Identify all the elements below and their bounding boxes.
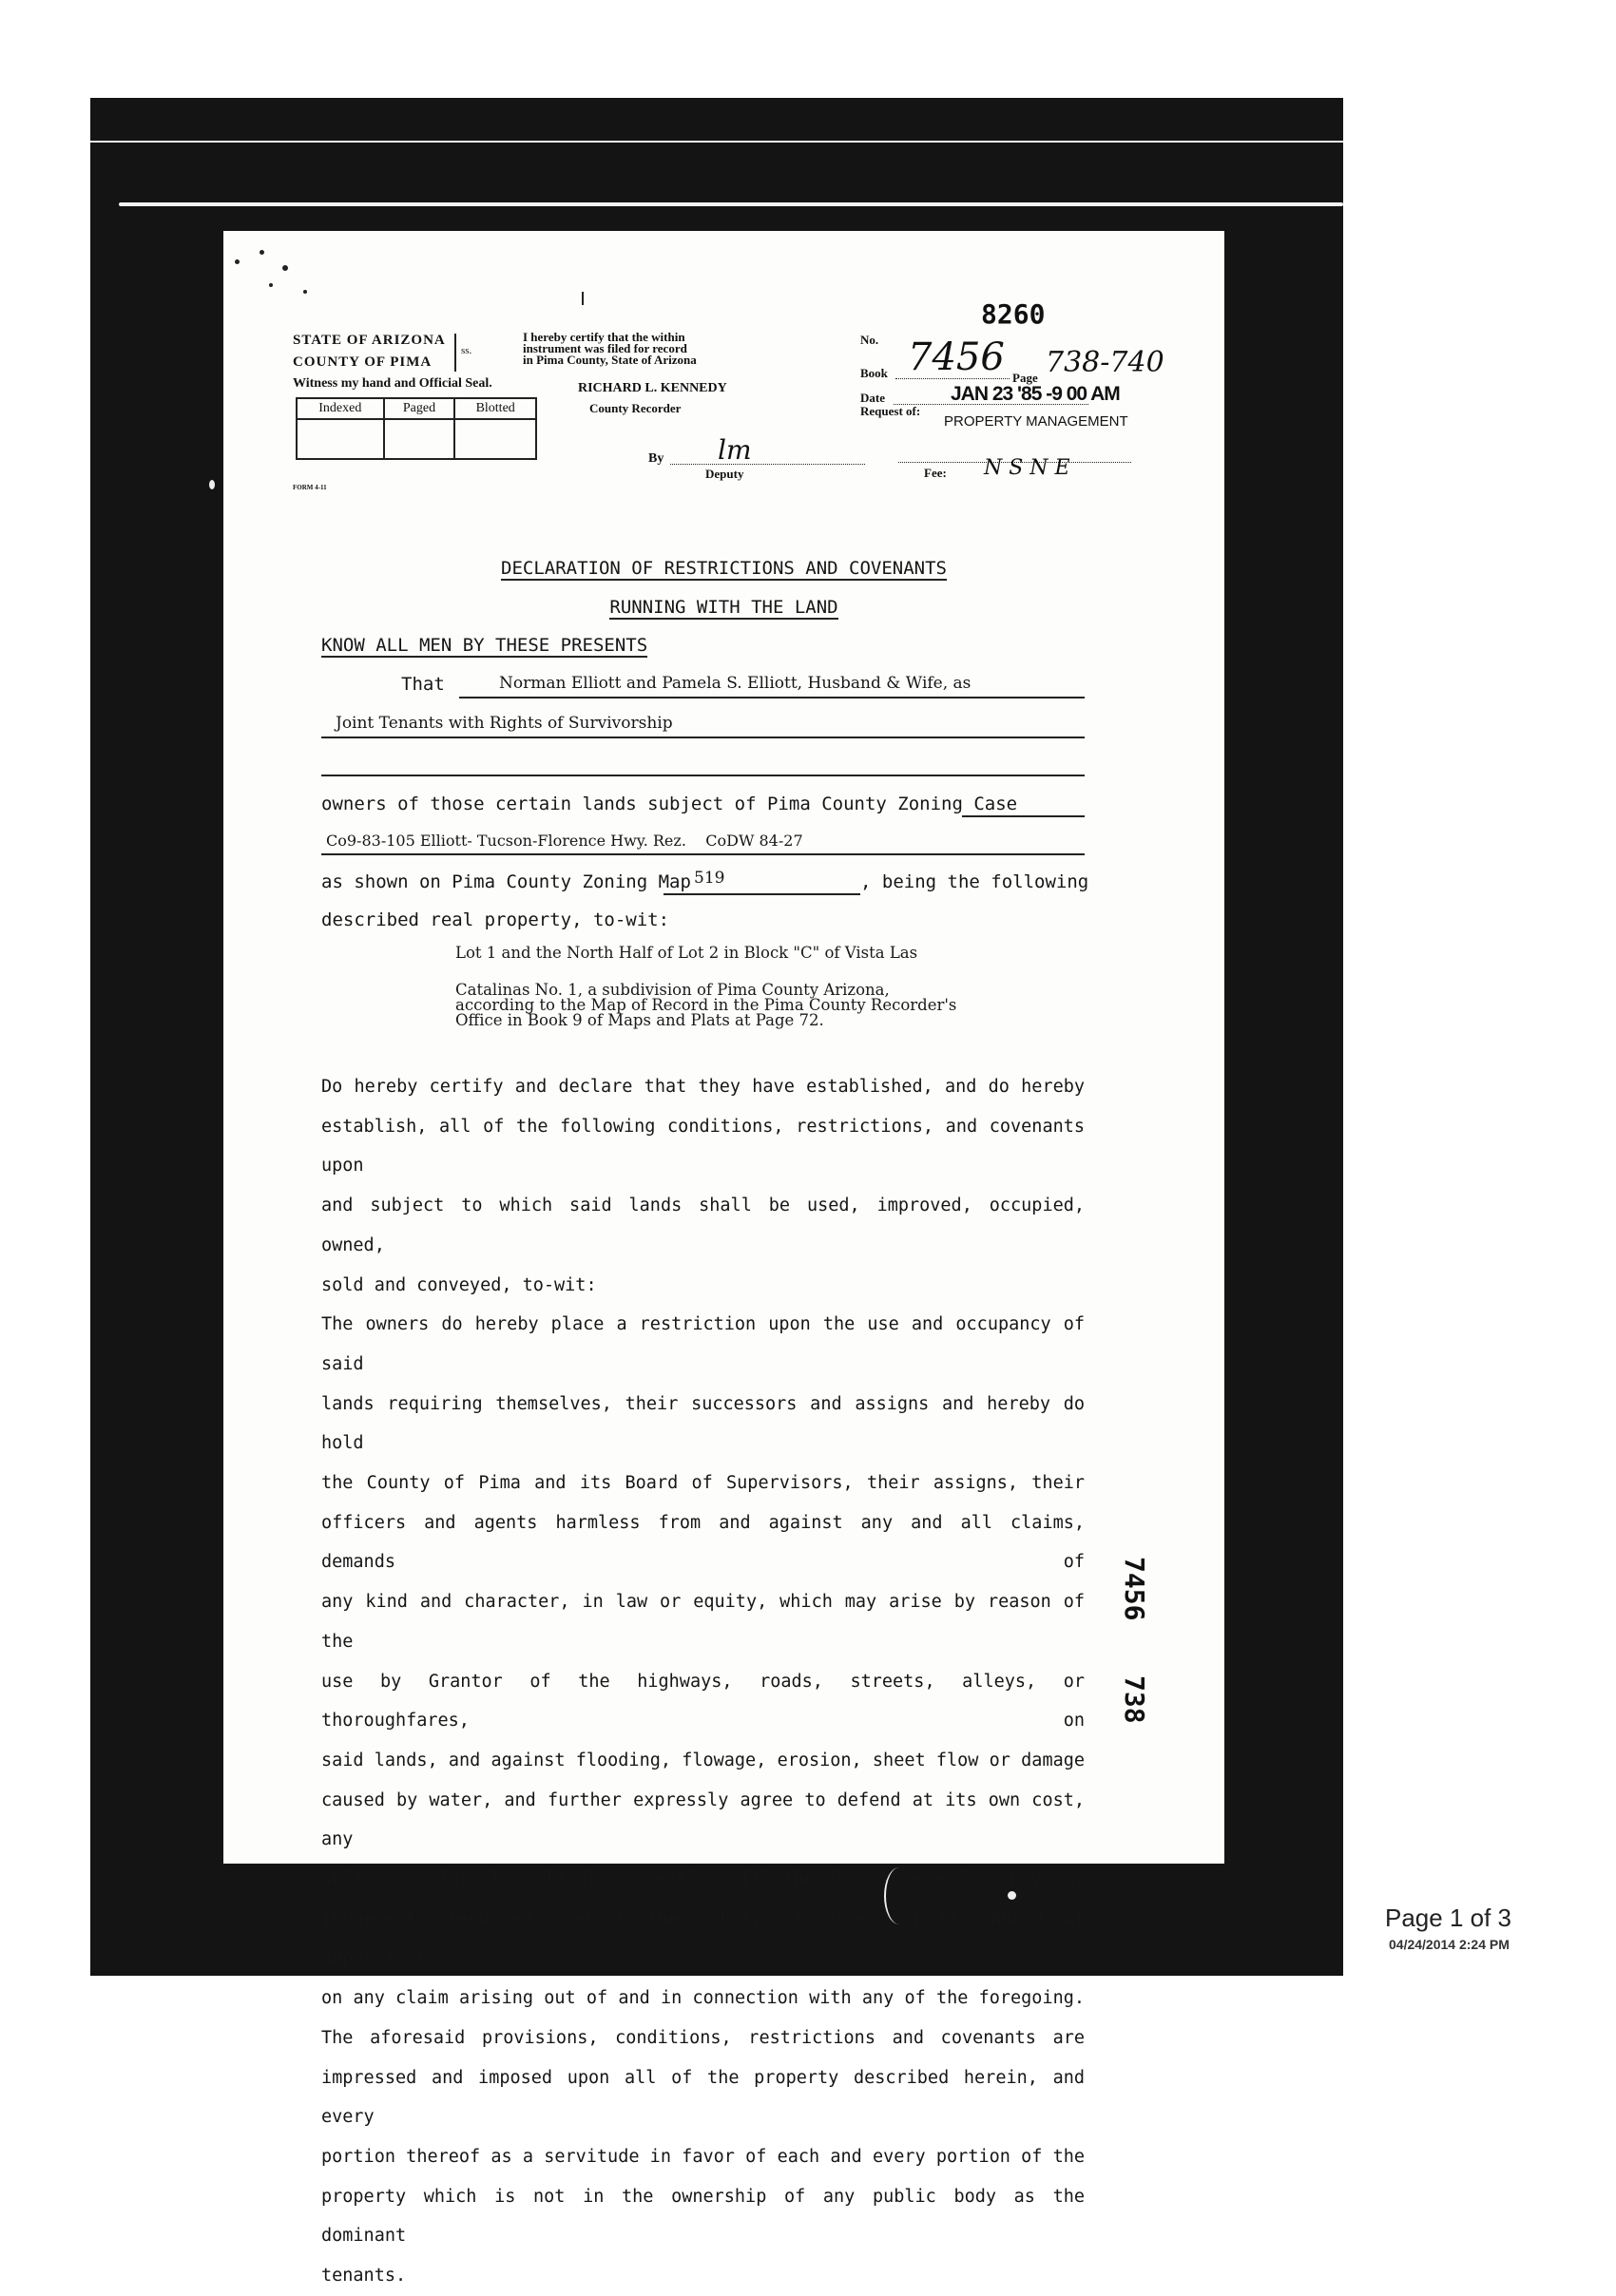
body-line: caused by water, and further expressly agree to defend at its own cost, any bbox=[321, 1789, 1085, 1850]
recorder-name: RICHARD L. KENNEDY bbox=[578, 381, 727, 395]
legal-line: Lot 1 and the North Half of Lot 2 in Block "C" of Vista Las bbox=[455, 944, 918, 962]
body-line: on any claim arising out of and in connection with any of the foregoing. bbox=[321, 1988, 1085, 2009]
by-label: By bbox=[648, 451, 664, 466]
legal-description bbox=[455, 946, 956, 1028]
body-line: use by Grantor of the highways, roads, streets, alleys, or thoroughfares, on bbox=[321, 1671, 1085, 1732]
certify-line: in Pima County, State of Arizona bbox=[523, 353, 697, 367]
table-cell bbox=[454, 419, 536, 459]
table-header-indexed: Indexed bbox=[297, 398, 384, 419]
print-timestamp: 04/24/2014 2:24 PM bbox=[1389, 1937, 1510, 1952]
body-line: suit or actions brought in connection with the above use and to pay any bbox=[321, 1869, 1085, 1890]
owner-line-2-rule bbox=[321, 737, 1085, 738]
document-page bbox=[223, 231, 1224, 2286]
ss-bracket bbox=[452, 334, 456, 372]
case-blank-rule bbox=[962, 815, 1085, 817]
scan-speck bbox=[1008, 1891, 1016, 1900]
zoning-map-value: 519 bbox=[694, 869, 725, 888]
body-line: any kind and character, in law or equity, which may arise by reason of the bbox=[321, 1592, 1085, 1652]
body-line: portion thereof as a servitude in favor of each and every portion of the bbox=[321, 2146, 1085, 2167]
owner-line-2: Joint Tenants with Rights of Survivorship bbox=[336, 714, 673, 733]
deputy-signature: lm bbox=[718, 434, 752, 466]
request-value: PROPERTY MANAGEMENT bbox=[944, 413, 1128, 430]
certify-line: instrument was filed for record bbox=[523, 341, 687, 355]
know-all-text: KNOW ALL MEN BY THESE PRESENTS bbox=[321, 635, 648, 656]
tick-mark bbox=[582, 292, 584, 305]
body-line: sold and conveyed, to-wit: bbox=[321, 1274, 597, 1295]
body-line: lands requiring themselves, their successors and assigns and hereby do hold bbox=[321, 1393, 1085, 1454]
body-line: Do hereby certify and declare that they have established, and do hereby bbox=[321, 1077, 1085, 1097]
body-line: property which is not in the ownership of any public body as the dominant bbox=[321, 2186, 1085, 2247]
body-line: The aforesaid provisions, conditions, restrictions and covenants are bbox=[321, 2027, 1085, 2048]
body-line: establish, all of the following conditions, restrictions, and covenants upon bbox=[321, 1116, 1085, 1177]
deputy-label: Deputy bbox=[705, 467, 744, 481]
scan-speck bbox=[260, 250, 264, 255]
title-line-1: DECLARATION OF RESTRICTIONS AND COVENANTS bbox=[501, 558, 947, 579]
body-line: said lands, and against flooding, flowage, erosion, sheet flow or damage bbox=[321, 1750, 1085, 1770]
table-header-blotted: Blotted bbox=[454, 398, 536, 419]
owner-line-3-rule bbox=[321, 775, 1085, 776]
zoning-map-suffix: , being the following bbox=[860, 871, 1089, 892]
body-line: impressed and imposed upon all of the property described herein, and every bbox=[321, 2067, 1085, 2128]
legal-line: according to the Map of Record in the Pima County Recorder's bbox=[455, 996, 957, 1014]
case-line: Co9-83-105 Elliott- Tucson-Florence Hwy. Rez. CoDW 84-27 bbox=[326, 832, 803, 850]
document-subtitle bbox=[223, 597, 1224, 618]
document-number: 8260 bbox=[981, 298, 1046, 330]
fee-label: Fee: bbox=[924, 466, 947, 480]
body-text bbox=[321, 1067, 1085, 2296]
legal-line: Office in Book 9 of Maps and Plats at Page 72. bbox=[455, 1011, 824, 1029]
frame-scan-line bbox=[119, 202, 1343, 206]
index-table bbox=[296, 397, 537, 460]
page-range: 738-740 bbox=[1046, 346, 1164, 379]
no-label: No. bbox=[860, 333, 879, 347]
recorder-title: County Recorder bbox=[589, 401, 682, 415]
document-title bbox=[223, 558, 1224, 579]
legal-line: Catalinas No. 1, a subdivision of Pima County Arizona, bbox=[455, 981, 890, 999]
frame-scan-line bbox=[90, 141, 1343, 143]
body-line: the County of Pima and its Board of Supervisors, their assigns, their bbox=[321, 1473, 1085, 1494]
county-line: COUNTY OF PIMA bbox=[293, 354, 433, 370]
table-cell bbox=[384, 419, 455, 459]
state-line: STATE OF ARIZONA bbox=[293, 333, 446, 348]
margin-book-number: 7456 bbox=[1119, 1557, 1150, 1621]
owner-line-1: Norman Elliott and Pamela S. Elliott, Husband & Wife, as bbox=[499, 674, 972, 693]
date-label: Date bbox=[860, 391, 885, 405]
body-line: judgements rendered against the County of Pima and its Board of Supervisors bbox=[321, 1908, 1085, 1969]
body-line: The owners do hereby place a restriction upon the use and occupancy of said bbox=[321, 1314, 1085, 1374]
form-number: FORM 4-11 bbox=[293, 484, 327, 491]
fee-value: N S N E bbox=[984, 456, 1070, 480]
page-label: Page bbox=[1012, 371, 1038, 385]
table-header-paged: Paged bbox=[384, 398, 455, 419]
zoning-map-rule bbox=[664, 893, 860, 895]
page-counter: Page 1 of 3 bbox=[1385, 1904, 1511, 1932]
body-line: officers and agents harmless from and against any and all claims, demands of bbox=[321, 1512, 1085, 1573]
owners-of-line: owners of those certain lands subject of Pima County Zoning Case bbox=[321, 794, 1018, 814]
book-label: Book bbox=[860, 366, 888, 380]
body-line: tenants. bbox=[321, 2266, 407, 2286]
described-line: described real property, to-wit: bbox=[321, 909, 670, 930]
know-all-heading bbox=[321, 635, 647, 656]
scan-scratch bbox=[884, 1867, 914, 1924]
scan-speck bbox=[282, 265, 288, 271]
scan-speck bbox=[209, 480, 215, 489]
owner-line-1-rule bbox=[459, 697, 1085, 698]
scan-speck bbox=[303, 290, 307, 294]
by-line bbox=[670, 464, 865, 465]
ss-mark: ss. bbox=[461, 345, 472, 356]
that-label: That bbox=[401, 674, 445, 695]
body-line: and subject to which said lands shall be used, improved, occupied, owned, bbox=[321, 1196, 1085, 1255]
scan-speck bbox=[269, 283, 273, 287]
book-number: 7456 bbox=[908, 335, 1005, 379]
witness-line: Witness my hand and Official Seal. bbox=[293, 376, 492, 391]
margin-page-number: 738 bbox=[1119, 1675, 1150, 1724]
scan-speck bbox=[235, 259, 240, 264]
certify-line: I hereby certify that the within bbox=[523, 330, 685, 344]
title-line-2: RUNNING WITH THE LAND bbox=[609, 597, 838, 618]
date-stamp: JAN 23 '85 -9 00 AM bbox=[951, 383, 1120, 405]
zoning-map-prefix: as shown on Pima County Zoning Map bbox=[321, 871, 691, 892]
case-line-rule bbox=[321, 853, 1085, 855]
table-cell bbox=[297, 419, 384, 459]
request-label: Request of: bbox=[860, 404, 921, 418]
